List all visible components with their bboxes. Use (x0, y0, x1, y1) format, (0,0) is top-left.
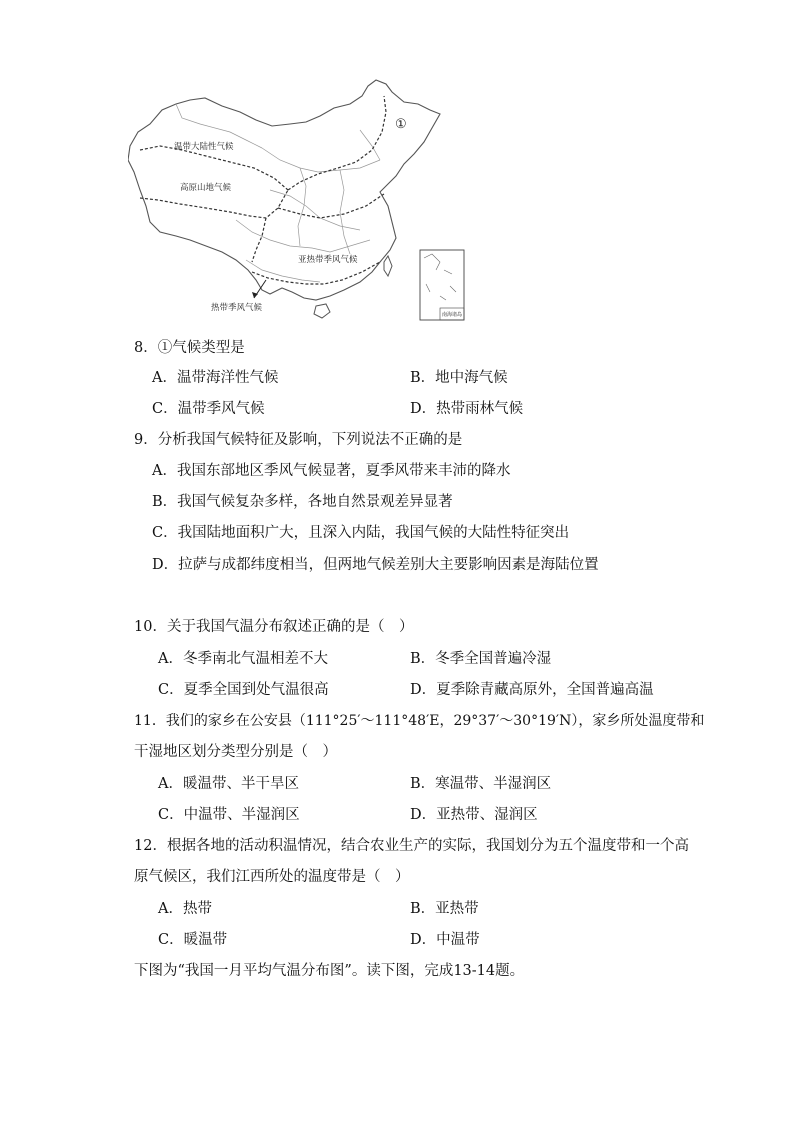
q10-option-d[interactable]: D．夏季除青藏高原外，全国普遍高温 (410, 682, 654, 698)
q12-option-b[interactable]: B．亚热带 (410, 901, 479, 917)
q8-option-c[interactable]: C．温带季风气候 (152, 401, 265, 417)
figure-intro-13-14: 下图为“我国一月平均气温分布图”。读下图，完成13-14题。 (134, 963, 525, 979)
q12-option-d[interactable]: D．中温带 (410, 932, 480, 948)
q9-option-b[interactable]: B．我国气候复杂多样，各地自然景观差异显著 (152, 494, 453, 510)
q9-option-c[interactable]: C．我国陆地面积广大，且深入内陆，我国气候的大陆性特征突出 (152, 525, 570, 541)
china-outline (128, 80, 440, 300)
taiwan-outline (384, 256, 392, 276)
inset-label: 南海诸岛 (442, 312, 463, 318)
question-12-stem-line1: 12．根据各地的活动积温情况，结合农业生产的实际，我国划分为五个温度带和一个高 (134, 838, 689, 854)
question-11-stem-line1: 11．我们的家乡在公安县（111°25′～111°48′E，29°37′～30°19′N），家乡所处温度带和 (134, 713, 705, 729)
q8-option-d[interactable]: D．热带雨林气候 (410, 401, 524, 417)
question-8-stem: 8．①气候类型是 (134, 340, 245, 356)
question-11-stem-line2: 干湿地区划分类型分别是（ ） (134, 744, 337, 760)
q8-option-b[interactable]: B．地中海气候 (410, 370, 508, 386)
q11-option-d[interactable]: D．亚热带、湿润区 (410, 807, 538, 823)
q12-option-a[interactable]: A．热带 (158, 901, 212, 917)
question-12-stem-line2: 原气候区，我们江西所处的温度带是（ ） (134, 869, 410, 885)
label-temperate-continental: 温带大陆性气候 (174, 142, 234, 152)
q9-option-a[interactable]: A．我国东部地区季风气候显著，夏季风带来丰沛的降水 (152, 463, 511, 479)
question-9-stem: 9．分析我国气候特征及影响，下列说法不正确的是 (134, 432, 463, 448)
label-tropical-monsoon: 热带季风气候 (211, 303, 263, 313)
q9-option-d[interactable]: D．拉萨与成都纬度相当，但两地气候差别大主要影响因素是海陆位置 (152, 557, 599, 573)
q11-option-b[interactable]: B．寒温带、半湿润区 (410, 776, 552, 792)
q10-option-c[interactable]: C．夏季全国到处气温很高 (158, 682, 329, 698)
q11-option-a[interactable]: A．暖温带、半干旱区 (158, 776, 299, 792)
china-climate-map (128, 78, 476, 326)
q11-option-c[interactable]: C．中温带、半湿润区 (158, 807, 300, 823)
question-10-stem: 10．关于我国气温分布叙述正确的是（ ） (134, 619, 414, 635)
q8-option-a[interactable]: A．温带海洋性气候 (152, 370, 279, 386)
label-plateau: 高原山地气候 (180, 183, 232, 193)
q12-option-c[interactable]: C．暖温带 (158, 932, 228, 948)
marker-1: ① (395, 117, 407, 132)
q10-option-b[interactable]: B．冬季全国普遍冷湿 (410, 651, 552, 667)
hainan-outline (314, 304, 330, 318)
q10-option-a[interactable]: A．冬季南北气温相差不大 (158, 651, 328, 667)
label-subtropical-monsoon: 亚热带季风气候 (298, 255, 358, 265)
